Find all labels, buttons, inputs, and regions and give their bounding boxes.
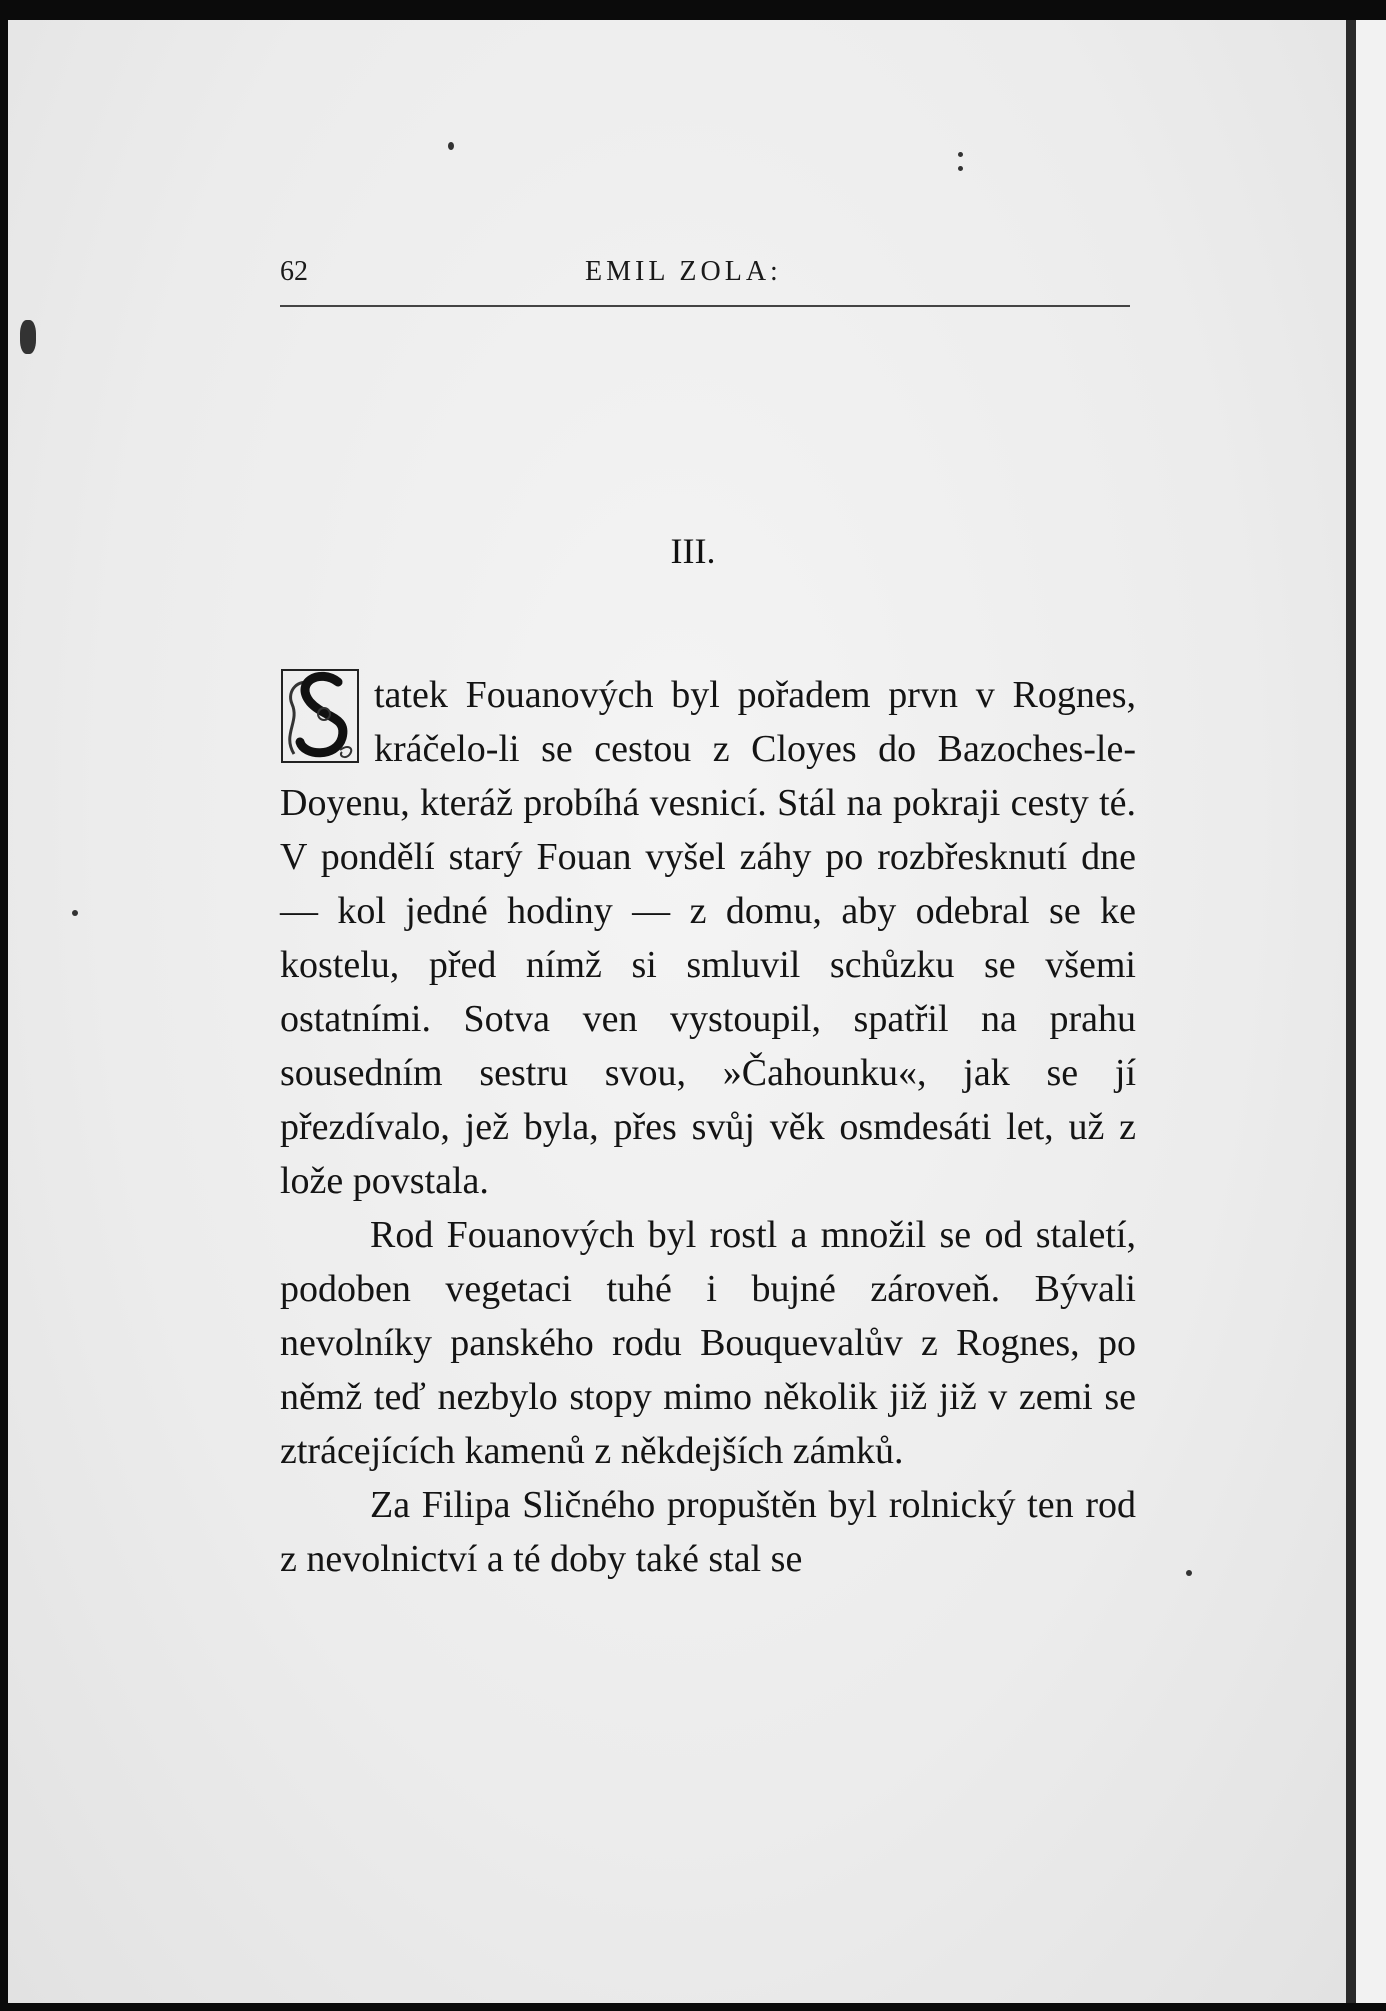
paragraph-text: tatek Fouanových byl pořadem prvn v Rognes, kráčelo-li se cestou z Cloyes do Bazoches-le-Doyenu, kteráž probíhá vesnicí. Stál na pokraji cesty té. V pondělí starý Fouan vyšel záhy po rozbřesknutí dne — kol jedné hodiny — z domu, aby odebral se ke kostelu, před nímž si smluvil schůzku se všemi ostatními. Sotva ven vystoupil, spatřil na prahu sousedním sestru svou, »Čahounku«, jak se jí přezdívalo, jež byla, přes svůj věk osmdesáti let, už z lože povstala.	[280, 674, 1136, 1202]
dropcap-ornament-icon	[280, 664, 364, 768]
paper-speck	[958, 166, 963, 171]
page-number: 62	[280, 256, 308, 287]
running-title: EMIL ZOLA:	[585, 256, 782, 287]
paragraph: Za Filipa Sličného propuštěn byl rolnický ten rod z nevolnictví a té doby také stal se	[280, 1484, 1136, 1580]
paper-speck	[20, 320, 36, 354]
paragraph	[280, 668, 1136, 1208]
book-spine	[1346, 20, 1356, 2003]
header-rule	[280, 305, 1130, 307]
ornamental-dropcap	[280, 664, 364, 768]
facing-page-edge	[1356, 20, 1386, 2003]
page-header	[280, 256, 1130, 300]
paper-speck	[448, 142, 454, 150]
chapter-text	[280, 668, 1136, 1586]
paper-speck	[958, 152, 963, 157]
chapter-heading: III.	[670, 531, 716, 571]
paper-speck	[1186, 1570, 1192, 1576]
paragraph: Rod Fouanových byl rostl a množil se od staletí, podoben vegetaci tuhé i bujné zároveň. Bývali nevolníky panského rodu Bouquevalův z Rognes, po němž teď nezbylo stopy mimo několik již již v zemi se ztrácejících kamenů z někdejších zámků.	[280, 1214, 1136, 1472]
paper-speck	[72, 910, 78, 916]
